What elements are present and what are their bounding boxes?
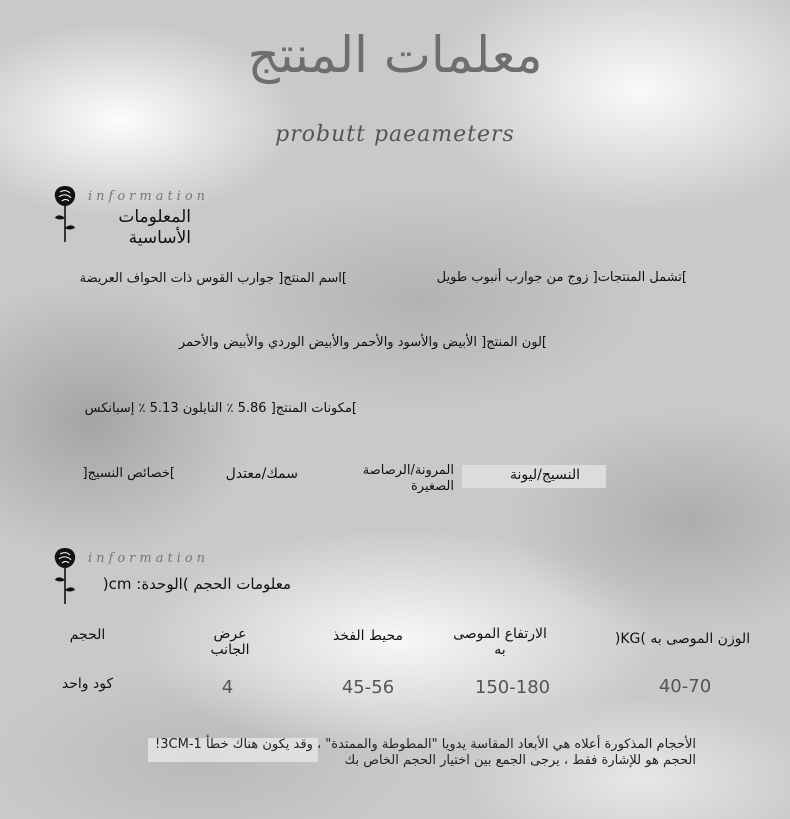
info-tag: information [88, 189, 210, 204]
header-side-width-line1: عرض [213, 626, 247, 642]
value-size: كود واحد [61, 676, 114, 692]
basic-info-heading-line2: الأساسية [128, 228, 191, 248]
header-side-width-line2: الجانب [210, 642, 250, 658]
header-height-line2: به [494, 642, 506, 658]
value-side-width: 4 [221, 677, 234, 698]
basic-info-heading-line1: المعلومات [118, 207, 191, 227]
product-name: ]اسم المنتج[ جوارب القوس ذات الحواف العريضة [79, 271, 347, 286]
fabric-thickness: سمك/معتدل [225, 466, 298, 482]
basic-info-heading [90, 207, 191, 249]
header-side-width [190, 626, 270, 658]
fabric-elasticity-line1: المرونة/الرصاصة [362, 463, 454, 478]
value-height: 150-180 [474, 677, 551, 698]
header-size: الحجم [69, 627, 106, 643]
value-thigh: 45-56 [341, 677, 395, 698]
header-thigh: محيط الفخذ [332, 628, 404, 644]
size-info-heading: معلومات الحجم )الوحدة: cm( [102, 575, 291, 593]
value-weight: 40-70 [658, 676, 712, 697]
rose-icon [51, 546, 79, 606]
header-height [440, 626, 560, 658]
size-note-line2: الحجم هو للإشارة فقط ، يرجى الجمع بين اختيار الحجم الخاص بك [344, 753, 696, 768]
fabric-label: ]خصائص النسيج[ [82, 466, 175, 481]
page-title: معلمات المنتج [247, 26, 543, 84]
fabric-softness: النسيج/ليونة [510, 467, 580, 483]
header-height-line1: الارتفاع الموصى [453, 626, 547, 642]
info-tag: information [88, 551, 210, 566]
size-note [100, 737, 696, 769]
fabric-elasticity [330, 463, 454, 495]
header-weight: الوزن الموصى به )KG( [614, 631, 751, 647]
product-color: ]لون المنتج[ الأبيض والأسود والأحمر والأبيض الوردي والأبيض والأحمر [178, 335, 547, 350]
product-composition: ]مكونات المنتج[ 5.86 ٪ النايلون 5.13 ٪ إسبانكس [84, 401, 357, 416]
size-note-line1: الأحجام المذكورة أعلاه هي الأبعاد المقاسة يدويا "المطوطة والممتدة" ، وقد يكون هناك خطأ 1-3CM! [155, 737, 696, 752]
fabric-elasticity-line2: الصغيرة [410, 479, 454, 494]
page-subtitle: probutt paeameters [275, 122, 515, 147]
product-includes: ]تشمل المنتجات[ زوج من جوارب أنبوب طويل [436, 270, 687, 285]
rose-icon [51, 184, 79, 244]
